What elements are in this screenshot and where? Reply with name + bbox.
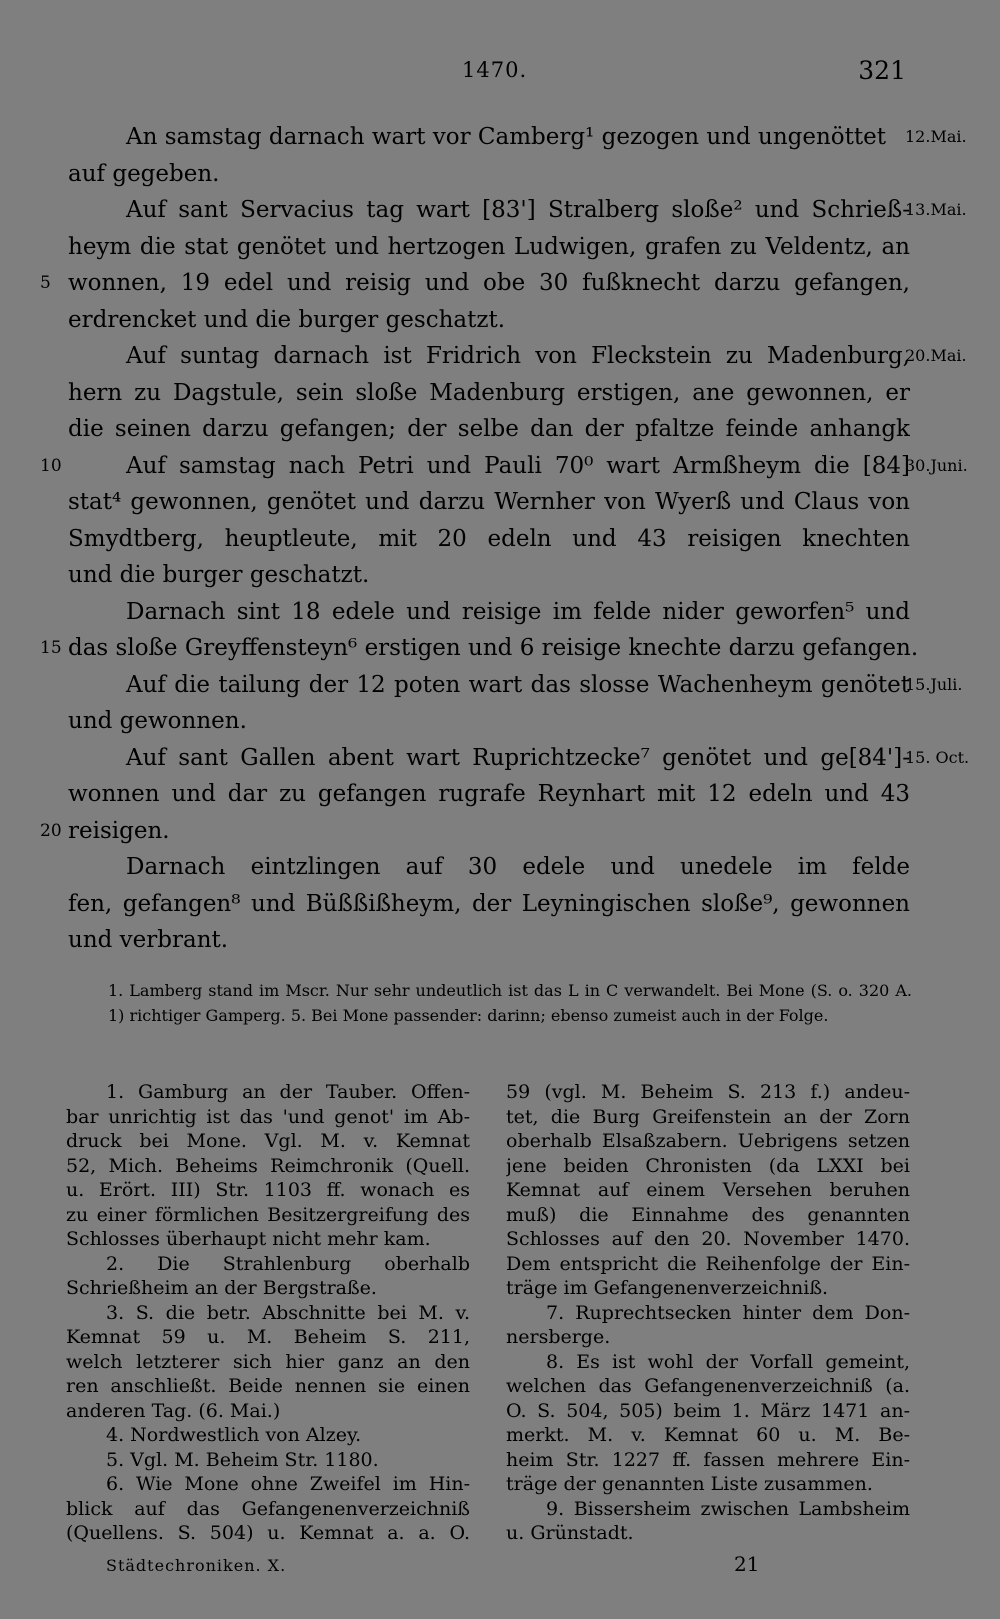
footnote-line: Schlosses auf den 20. November 1470. <box>506 1228 910 1250</box>
text-line-content: wonnen, 19 edel und reisig und obe 30 fußknecht darzu gefangen, <box>68 270 910 296</box>
text-line-content: Auf die tailung der 12 poten wart das slosse Wachenheym genötet <box>126 671 910 698</box>
text-line-content: und gewonnen. <box>68 708 247 734</box>
text-line-content: Auf samstag nach Petri und Pauli 70⁰ wart Armßheym die [84] <box>126 452 910 479</box>
text-line <box>0 886 1000 923</box>
text-line-content: erdrencket und die burger geschatzt. <box>68 306 506 333</box>
footnote-line: bar unrichtig ist das 'und genot' im Ab- <box>66 1105 470 1128</box>
line-number: 10 <box>40 455 62 476</box>
text-line <box>0 594 1000 631</box>
text-line-content: Auf suntag darnach ist Fridrich von Fleckstein zu Madenburg, <box>126 343 910 369</box>
margin-date: 12.Mai. <box>905 127 967 146</box>
text-line-content: und verbrant. <box>68 927 229 953</box>
text-line <box>0 703 1000 740</box>
text-line-content: reisigen. <box>68 817 170 844</box>
footnote-line: 2. Die Strahlenburg oberhalb <box>106 1252 470 1275</box>
footnote-line: druck bei Mone. Vgl. M. v. Kemnat <box>66 1130 470 1152</box>
text-line <box>0 119 1000 156</box>
footnote-line: zu einer förmlichen Besitzergreifung des <box>66 1203 470 1226</box>
text-line <box>0 849 1000 886</box>
line-number: 20 <box>40 820 62 841</box>
text-line <box>0 229 1000 266</box>
footnote-line: träge der genannten Liste zusammen. <box>506 1473 873 1495</box>
footnote-line: welchen das Gefangenenverzeichniß (a. <box>506 1375 910 1397</box>
text-line-content: stat⁴ gewonnen, genötet und darzu Wernher von Wyerß und Claus von <box>68 489 910 515</box>
text-line <box>0 922 1000 959</box>
text-line <box>0 484 1000 521</box>
footnotes-right-column <box>506 1080 910 1546</box>
main-text <box>0 119 1000 959</box>
line-number: 5 <box>40 273 51 293</box>
text-line <box>0 338 1000 375</box>
footnote-line: 4. Nordwestlich von Alzey. <box>106 1424 362 1446</box>
footnote-line: O. S. 504, 505) beim 1. März 1471 an- <box>506 1399 910 1422</box>
footnote-line: Schrießheim an der Bergstraße. <box>66 1277 377 1299</box>
page-header <box>0 58 1000 90</box>
text-line <box>0 776 1000 813</box>
text-line <box>0 448 1000 485</box>
footnote-line: u. Erört. III) Str. 1103 ff. wonach es <box>66 1179 470 1201</box>
running-head-year: 1470. <box>462 58 528 82</box>
text-line <box>0 740 1000 777</box>
footnote-line: 7. Ruprechtsecken hinter dem Don- <box>546 1301 910 1324</box>
footnote-line: Dem entspricht die Reihenfolge der Ein- <box>506 1252 910 1275</box>
text-line-content: fen, gefangen⁸ und Büßßißheym, der Leyningischen sloße⁹, gewonnen <box>68 890 910 917</box>
footnote-line: muß) die Einnahme des genannten <box>506 1203 910 1226</box>
text-line <box>0 813 1000 850</box>
line-number: 15 <box>40 638 62 658</box>
text-line <box>0 557 1000 594</box>
text-line <box>0 156 1000 193</box>
text-line <box>0 375 1000 412</box>
text-line-content: die seinen darzu gefangen; der selbe dan der pfaltze feinde anhangk <box>68 416 910 442</box>
footnote-line: Kemnat auf einem Versehen beruhen <box>506 1179 910 1201</box>
text-line <box>0 192 1000 229</box>
text-line-content: hern zu Dagstule, sein sloße Madenburg erstigen, ane gewonnen, er <box>68 379 910 406</box>
variant-reading: 1. Lamberg stand im Mscr. <box>108 981 330 1000</box>
footnote-line: anderen Tag. (6. Mai.) <box>66 1399 281 1422</box>
text-line-content: heym die stat genötet und hertzogen Ludwigen, grafen zu Veldentz, an <box>68 233 910 260</box>
text-line-content: Darnach eintzlingen auf 30 edele und unedele im felde <box>126 854 910 880</box>
margin-date: 15.Juli. <box>905 674 963 694</box>
text-line-content: auf gegeben. <box>68 160 220 187</box>
text-line-content: An samstag darnach wart vor Camberg¹ gezogen und ungenöttet <box>126 124 886 150</box>
footnote-line: 59 (vgl. M. Beheim S. 213 f.) andeu- <box>506 1081 910 1103</box>
text-line-content: Smydtberg, heuptleute, mit 20 edeln und 43 reisigen knechten <box>68 525 910 552</box>
footnote-line: Schlosses überhaupt nicht mehr kam. <box>66 1228 431 1250</box>
margin-date: 20.Mai. <box>905 346 967 365</box>
text-line <box>0 630 1000 667</box>
footnote-line: tet, die Burg Greifenstein an der Zorn <box>506 1105 910 1128</box>
sheet-number: 21 <box>734 1552 760 1576</box>
footnote-line: blick auf das Gefangenenverzeichniß <box>66 1497 470 1520</box>
footnote-line: träge im Gefangenenverzeichniß. <box>506 1277 829 1299</box>
footnote-line: 1. Gamburg an der Tauber. Offen- <box>106 1081 470 1103</box>
footnote-line: 3. S. die betr. Abschnitte bei M. v. <box>106 1301 470 1324</box>
text-line <box>0 411 1000 448</box>
variant-reading: Nur sehr undeutlich ist das L in C verwandelt. <box>335 981 721 1000</box>
variant-reading: 5. Bei Mone passender: darinn; ebenso zumeist auch in der Folge. <box>290 1006 829 1025</box>
margin-date: 15. Oct. <box>905 747 970 767</box>
text-line <box>0 667 1000 704</box>
text-line <box>0 521 1000 558</box>
footnote-line: 52, Mich. Beheims Reimchronik (Quell. <box>66 1154 470 1177</box>
text-line-content: das sloße Greyffensteyn⁶ erstigen und 6 reisige knechte darzu gefangen. <box>68 635 919 661</box>
footnote-line: Kemnat 59 u. M. Beheim S. 211, <box>66 1326 470 1348</box>
footnote-line: 8. Es ist wohl der Vorfall gemeint, <box>546 1350 910 1373</box>
text-line <box>0 265 1000 302</box>
footnote-line: jene beiden Chronisten (da LXXI bei <box>506 1154 910 1177</box>
margin-date: 13.Mai. <box>905 200 967 219</box>
footnote-line: welch letzterer sich hier ganz an den <box>66 1350 470 1373</box>
footnote-line: (Quellens. S. 504) u. Kemnat a. a. O. <box>66 1522 470 1544</box>
text-line-content: Darnach sint 18 edele und reisige im felde nider geworfen⁵ und <box>126 598 910 625</box>
footnote-line: 6. Wie Mone ohne Zweifel im Hin- <box>106 1473 470 1495</box>
text-line-content: Auf sant Gallen abent wart Ruprichtzecke⁷ genötet und ge[84']- <box>126 744 910 771</box>
variant-reading: Bei Mone (S. o. 320 A. 1) richtiger Gamperg. <box>108 981 913 1025</box>
margin-date: 30.Juni. <box>905 455 968 475</box>
variant-readings <box>108 978 912 1028</box>
footnote-line: oberhalb Elsaßzabern. Uebrigens setzen <box>506 1130 910 1152</box>
text-line-content: Auf sant Servacius tag wart [83'] Stralberg sloße² und Schrieß- <box>126 197 910 223</box>
footnote-line: u. Grünstadt. <box>506 1522 634 1544</box>
footnote-line: merkt. M. v. Kemnat 60 u. M. Be- <box>506 1424 910 1446</box>
signature-line: Städtechroniken. X. <box>106 1556 287 1575</box>
footnote-line: ren anschließt. Beide nennen sie einen <box>66 1375 470 1397</box>
text-line <box>0 302 1000 339</box>
footnote-line: heim Str. 1227 ff. fassen mehrere Ein- <box>506 1448 910 1471</box>
text-line-content: wonnen und dar zu gefangen rugrafe Reynhart mit 12 edeln und 43 <box>68 781 910 807</box>
footnote-line: 9. Bissersheim zwischen Lambsheim <box>546 1497 910 1520</box>
footnote-line: 5. Vgl. M. Beheim Str. 1180. <box>106 1448 379 1471</box>
footnotes-left-column <box>66 1080 470 1546</box>
text-line-content: und die burger geschatzt. <box>68 562 370 588</box>
page-number: 321 <box>858 56 906 85</box>
footnote-line: nersberge. <box>506 1326 611 1348</box>
